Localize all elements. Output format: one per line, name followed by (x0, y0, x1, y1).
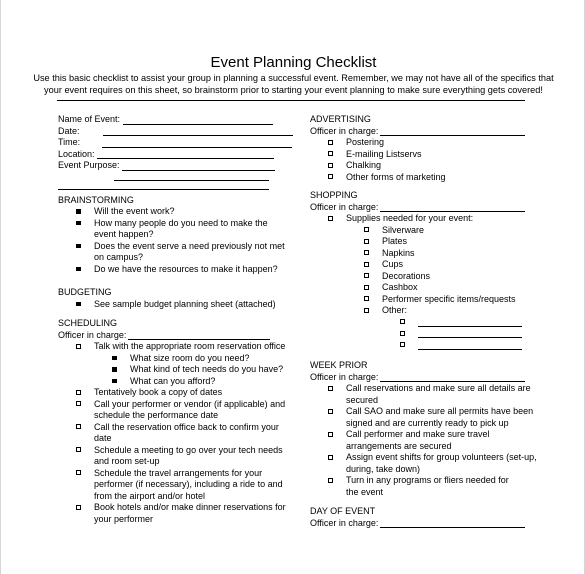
checklist-item[interactable] (310, 213, 550, 225)
sub-item[interactable] (58, 353, 298, 365)
purpose-line-3[interactable] (58, 189, 269, 190)
field-label: Date: (58, 125, 80, 136)
item-text: arrangements are secured (346, 440, 452, 451)
item-text: Call reservations and make sure all details are (346, 383, 531, 393)
item-text: performer (if necessary), including a ride to and (94, 479, 283, 489)
checklist-item-cont (58, 410, 298, 422)
item-text: Call your performer or vendor (if applicable) and (94, 398, 286, 409)
checkbox-icon[interactable] (76, 470, 81, 475)
sub-item[interactable] (58, 364, 298, 376)
checklist-item[interactable] (310, 383, 550, 395)
item-text: Call the reservation office back to confirm your (94, 421, 279, 432)
checkbox-icon[interactable] (328, 174, 333, 179)
item-text: See sample budget planning sheet (attached) (94, 298, 276, 309)
checklist-item[interactable] (310, 429, 550, 441)
intro-line: your event requires on this sheet, so brainstorm prior to starting your event planning to make sure everything gets covered! (44, 84, 543, 95)
checkbox-icon[interactable] (328, 386, 333, 391)
officer-field[interactable] (310, 202, 550, 214)
checklist-item[interactable] (58, 445, 298, 457)
right-column (310, 114, 550, 529)
sub-item[interactable] (58, 376, 298, 388)
officer-field[interactable] (58, 330, 298, 342)
checklist-item[interactable] (58, 218, 298, 230)
item-text: Cashbox (382, 282, 418, 292)
checklist-item[interactable] (58, 502, 298, 514)
checkbox-icon[interactable] (364, 285, 369, 290)
checklist-item-cont (58, 514, 298, 526)
other-blank[interactable] (310, 328, 550, 340)
item-text: from the airport and/or hotel (94, 490, 206, 501)
item-text: on campus? (94, 252, 144, 262)
input-line[interactable] (380, 135, 525, 136)
brainstorming-heading: BRAINSTORMING (58, 194, 134, 205)
field-label: Officer in charge: (310, 517, 379, 528)
advertising-list (310, 137, 550, 183)
location-field[interactable] (58, 149, 298, 161)
item-text: Cups (382, 259, 404, 269)
checklist-item-cont (58, 456, 298, 468)
checkbox-icon[interactable] (364, 262, 369, 267)
item-text: the event (346, 486, 384, 497)
checkbox-icon[interactable] (76, 390, 81, 395)
input-line[interactable] (103, 135, 293, 136)
other-blank[interactable] (310, 340, 550, 352)
checklist-item[interactable] (58, 468, 298, 480)
advertising-heading: ADVERTISING (310, 114, 371, 124)
checklist-item[interactable] (310, 172, 550, 184)
checklist-item-cont (58, 252, 298, 264)
input-line[interactable] (380, 527, 525, 528)
date-field[interactable] (58, 126, 298, 138)
sub-item[interactable] (310, 271, 550, 283)
checkbox-icon[interactable] (328, 432, 333, 437)
item-text: during, take down) (346, 463, 421, 474)
scheduling-heading: SCHEDULING (58, 318, 118, 328)
checklist-item[interactable] (310, 160, 550, 172)
item-text: Assign event shifts for group volunteers (set-up, (346, 452, 537, 462)
budgeting-list (58, 299, 298, 311)
checklist-item-cont (58, 229, 298, 241)
field-label: Name of Event: (58, 114, 121, 124)
item-text: Schedule a meeting to go over your tech needs (94, 444, 283, 455)
checkbox-icon[interactable] (76, 424, 81, 429)
week-prior-heading: WEEK PRIOR (310, 360, 368, 370)
checklist-item-cont (310, 487, 550, 499)
divider (57, 100, 525, 101)
item-text: Book hotels and/or make dinner reservations for (94, 502, 286, 512)
sub-item[interactable] (310, 248, 550, 260)
bullet-icon (76, 244, 81, 249)
item-text: Performer specific items/requests (382, 293, 516, 304)
shopping-list (310, 213, 550, 351)
item-text: E-mailing Listservs (346, 148, 422, 159)
checklist-item[interactable] (58, 206, 298, 218)
checkbox-icon[interactable] (328, 478, 333, 483)
item-text: Turn in any programs or fliers needed for (346, 475, 509, 485)
shopping-heading: SHOPPING (310, 190, 358, 200)
input-line[interactable] (418, 340, 522, 350)
sub-item[interactable] (310, 236, 550, 248)
bullet-icon (76, 302, 81, 307)
sub-item[interactable] (310, 294, 550, 306)
checkbox-icon[interactable] (364, 227, 369, 232)
bullet-icon (76, 209, 81, 214)
time-field[interactable] (58, 137, 298, 149)
checkbox-icon[interactable] (364, 250, 369, 255)
item-text: Call SAO and make sure all permits have been (346, 406, 534, 416)
item-text: event happen? (94, 229, 154, 239)
checkbox-icon[interactable] (400, 342, 405, 347)
checklist-item[interactable] (310, 406, 550, 418)
checklist-item-cont (310, 395, 550, 407)
checklist-item[interactable] (58, 299, 298, 311)
scheduling-list (58, 341, 298, 525)
item-text: secured (346, 394, 379, 405)
input-line[interactable] (380, 381, 525, 382)
item-text: Call performer and make sure travel (346, 429, 490, 439)
checkbox-icon[interactable] (328, 163, 333, 168)
checklist-item[interactable] (310, 149, 550, 161)
item-text: What size room do you need? (130, 352, 250, 363)
item-text: Plates (382, 236, 408, 246)
checklist-item[interactable] (310, 475, 550, 487)
brainstorming-list (58, 206, 298, 275)
item-text: What can you afford? (130, 375, 216, 386)
checkbox-icon[interactable] (76, 447, 81, 452)
intro-line: Use this basic checklist to assist your group in planning a successful event. Remember, we may not have all of the specifics that (33, 73, 554, 83)
bullet-icon (112, 356, 117, 361)
input-line[interactable] (123, 124, 273, 125)
field-label: Officer in charge: (58, 329, 127, 340)
item-text: Do we have the resources to make it happen? (94, 263, 278, 274)
item-text: Other forms of marketing (346, 171, 446, 182)
input-line[interactable] (380, 211, 525, 212)
sub-item[interactable] (310, 259, 550, 271)
item-text: Napkins (382, 247, 415, 258)
purpose-line-2[interactable] (114, 180, 269, 181)
bullet-icon (112, 367, 117, 372)
item-text: date (94, 433, 112, 443)
input-line[interactable] (97, 158, 274, 159)
item-text: Chalking (346, 160, 382, 170)
checklist-item[interactable] (58, 341, 298, 353)
budgeting-heading: BUDGETING (58, 287, 112, 297)
checklist-item[interactable] (58, 422, 298, 434)
other-blank[interactable] (310, 317, 550, 329)
checkbox-icon[interactable] (364, 273, 369, 278)
checkbox-icon[interactable] (328, 151, 333, 156)
input-line[interactable] (418, 317, 522, 327)
bullet-icon (76, 221, 81, 226)
checklist-item[interactable] (58, 387, 298, 399)
checkbox-icon[interactable] (364, 296, 369, 301)
page-title: Event Planning Checklist (210, 54, 377, 71)
checklist-item-cont (310, 464, 550, 476)
field-label: Officer in charge: (310, 201, 379, 212)
left-column (58, 114, 298, 525)
field-label: Location: (58, 148, 95, 159)
officer-field[interactable] (310, 518, 550, 530)
sub-item[interactable] (310, 305, 550, 317)
item-text: Silverware (382, 224, 425, 235)
checkbox-icon[interactable] (76, 505, 81, 510)
checklist-item-cont (310, 418, 550, 430)
item-text: Postering (346, 137, 385, 147)
item-text: What kind of tech needs do you have? (130, 364, 284, 374)
checklist-item[interactable] (58, 399, 298, 411)
item-text: your performer (94, 513, 154, 524)
officer-field[interactable] (310, 126, 550, 138)
checklist-item[interactable] (58, 241, 298, 253)
field-label: Officer in charge: (310, 125, 379, 136)
field-label: Event Purpose: (58, 160, 120, 170)
event-name-field[interactable] (58, 114, 298, 126)
item-text: Does the event serve a need previously not met (94, 240, 285, 251)
checklist-item-cont (310, 441, 550, 453)
checklist-item-cont (58, 433, 298, 445)
day-of-event-heading: DAY OF EVENT (310, 506, 376, 516)
checkbox-icon[interactable] (76, 401, 81, 406)
field-label: Officer in charge: (310, 371, 379, 382)
checkbox-icon[interactable] (400, 319, 405, 324)
item-text: Talk with the appropriate room reservation office (94, 341, 286, 351)
checklist-item[interactable] (58, 264, 298, 276)
checklist-item[interactable] (310, 137, 550, 149)
input-line[interactable] (128, 339, 270, 340)
item-text: Other: (382, 305, 408, 315)
sub-item[interactable] (310, 225, 550, 237)
bullet-icon (76, 267, 81, 272)
item-text: Decorations (382, 270, 431, 281)
input-line[interactable] (122, 170, 275, 171)
checklist-item-cont (58, 491, 298, 503)
item-text: How many people do you need to make the (94, 217, 268, 228)
checkbox-icon[interactable] (328, 216, 333, 221)
item-text: Supplies needed for your event: (346, 213, 474, 223)
item-text: Schedule the travel arrangements for your (94, 467, 263, 478)
checklist-item-cont (58, 479, 298, 491)
event-purpose-field[interactable] (58, 160, 298, 172)
checkbox-icon[interactable] (364, 239, 369, 244)
checkbox-icon[interactable] (328, 140, 333, 145)
officer-field[interactable] (310, 372, 550, 384)
bullet-icon (112, 379, 117, 384)
sub-item[interactable] (310, 282, 550, 294)
field-label: Time: (58, 137, 81, 147)
intro-text (1, 73, 585, 96)
checklist-item[interactable] (310, 452, 550, 464)
item-text: Tentatively book a copy of dates (94, 387, 223, 397)
checkbox-icon[interactable] (328, 409, 333, 414)
checkbox-icon[interactable] (400, 331, 405, 336)
week-prior-list (310, 383, 550, 498)
checkbox-icon[interactable] (364, 308, 369, 313)
item-text: and room set-up (94, 456, 160, 466)
item-text: Will the event work? (94, 206, 175, 216)
input-line[interactable] (418, 328, 522, 338)
checkbox-icon[interactable] (328, 455, 333, 460)
checkbox-icon[interactable] (76, 344, 81, 349)
item-text: schedule the performance date (94, 410, 219, 420)
input-line[interactable] (102, 147, 292, 148)
item-text: signed and are currently ready to pick up (346, 417, 509, 428)
